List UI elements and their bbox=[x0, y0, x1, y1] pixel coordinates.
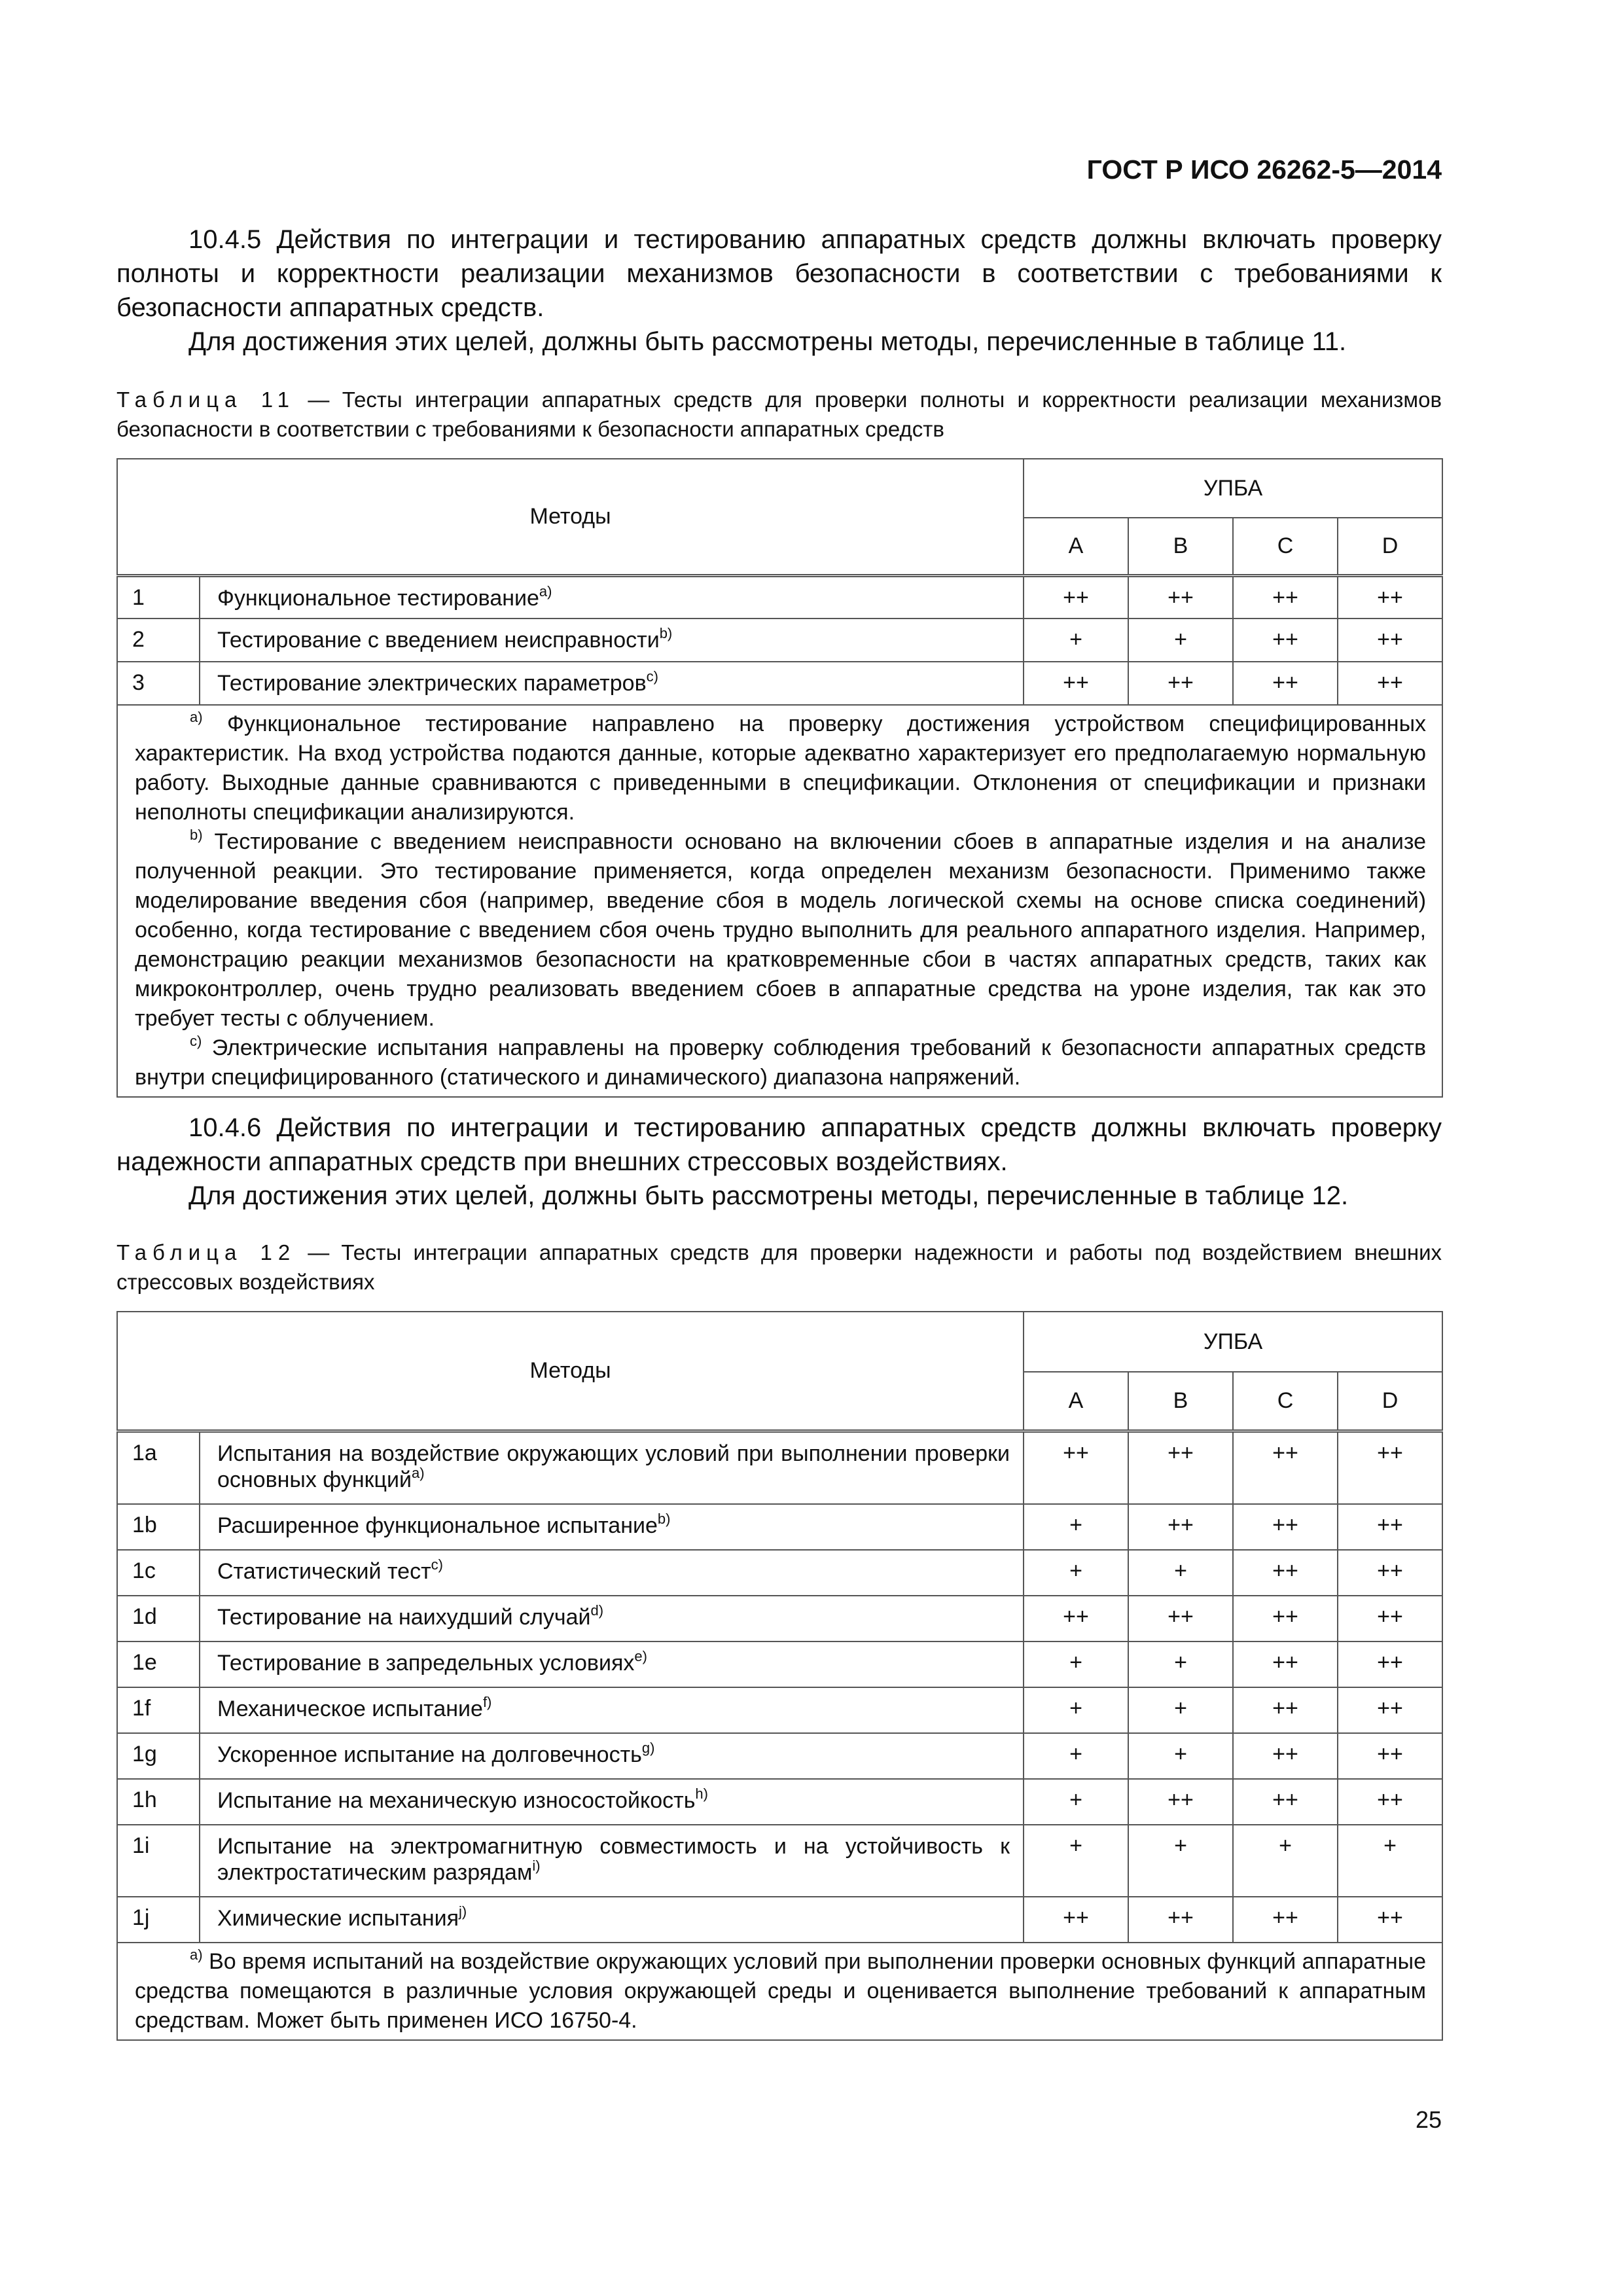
row-id: 1d bbox=[117, 1596, 200, 1641]
document-code: ГОСТ Р ИСО 26262-5—2014 bbox=[1086, 154, 1442, 185]
row-id: 1 bbox=[117, 575, 200, 619]
table-row bbox=[117, 575, 1442, 619]
row-asil-c: ++ bbox=[1233, 1504, 1338, 1550]
row-asil-c: ++ bbox=[1233, 1431, 1338, 1504]
row-method: Химические испытания$^{j)}$ bbox=[200, 1897, 1024, 1943]
footnote: $^{a)}$ Во время испытаний на воздействие окружающих условий при выполнении проверки основных функций аппаратные средства помещаются в различные условия окружающей среды и оценивается выполнение требований к аппаратным средствам. Может быть применен ИСО 16750-4. bbox=[135, 1946, 1427, 2033]
row-id: 1c bbox=[117, 1550, 200, 1596]
table12-caption bbox=[116, 1238, 1442, 1297]
footnote-ref: c) bbox=[646, 668, 658, 685]
row-asil-d: ++ bbox=[1338, 1431, 1442, 1504]
row-id: 1e bbox=[117, 1641, 200, 1687]
table-row bbox=[117, 1897, 1442, 1943]
row-asil-a: + bbox=[1024, 1733, 1128, 1779]
row-id: 1a bbox=[117, 1431, 200, 1504]
row-asil-a: ++ bbox=[1024, 662, 1128, 705]
row-asil-b: + bbox=[1128, 1733, 1233, 1779]
footnote: $^{a)}$ Функциональное тестирование направлено на проверку достижения устройством специфицированных характеристик. На вход устройства подаются данные, которые адекватно характеризует его предполагаемую нормальную работу. Выходные данные сравниваются с приведенными в спецификации. Отклонения от спецификации и признаки неполноты спецификации анализируются. bbox=[135, 709, 1427, 825]
table11-asil-c: C bbox=[1233, 518, 1338, 575]
row-asil-a: ++ bbox=[1024, 575, 1128, 619]
row-asil-c: ++ bbox=[1233, 575, 1338, 619]
row-asil-b: ++ bbox=[1128, 1779, 1233, 1825]
table11-caption-text: — Тесты интеграции аппаратных средств для проверки полноты и корректности реализации механизмов безопасности в соответствии с требованиями к безопасности аппаратных средств bbox=[116, 387, 1442, 441]
table11-asil-b: B bbox=[1128, 518, 1233, 575]
row-method: Испытание на механическую износостойкость$^{h)}$ bbox=[200, 1779, 1024, 1825]
table12-asil-b: B bbox=[1128, 1372, 1233, 1431]
footnote: $^{b)}$ Тестирование с введением неисправности основано на включении сбоев в аппаратные изделия и на анализе полученной реакции. Это тестирование применяется, когда определен механизм безопасности. Применимо также моделирование введения сбоя (например, введение сбоя в модель логической схемы на основе списка соединений) особенно, когда тестирование с введением сбоя очень трудно выполнить для реального аппаратного изделия. Например, демонстрацию реакции механизмов безопасности на кратковременные сбои в частях аппаратных средств, таких как микроконтроллер, очень трудно реализовать введением сбоев в аппаратные средства на уроне изделия, так как это требует тесты с облучением. bbox=[135, 827, 1427, 1031]
row-asil-d: + bbox=[1338, 1825, 1442, 1897]
row-asil-d: ++ bbox=[1338, 1596, 1442, 1641]
footnote-ref: d) bbox=[590, 1602, 604, 1619]
row-asil-c: ++ bbox=[1233, 619, 1338, 662]
row-method: Тестирование в запредельных условиях$^{e)}$ bbox=[200, 1641, 1024, 1687]
row-asil-c: ++ bbox=[1233, 1641, 1338, 1687]
row-method: Испытание на электромагнитную совместимость и на устойчивость к электростатическим разрядам$^{i)}$ bbox=[200, 1825, 1024, 1897]
page-number: 25 bbox=[1415, 2106, 1442, 2133]
section-10-4-5-methods: Для достижения этих целей, должны быть рассмотрены методы, перечисленные в таблице 11. bbox=[188, 327, 1347, 356]
row-asil-b: ++ bbox=[1128, 1431, 1233, 1504]
footnote-ref: e) bbox=[634, 1648, 647, 1664]
row-method: Тестирование на наихудший случай$^{d)}$ bbox=[200, 1596, 1024, 1641]
table-row bbox=[117, 1779, 1442, 1825]
table11 bbox=[116, 458, 1443, 1098]
table11-asil-a: A bbox=[1024, 518, 1128, 575]
table-row bbox=[117, 1825, 1442, 1897]
row-id: 1f bbox=[117, 1687, 200, 1733]
footnote-ref: a) bbox=[412, 1464, 425, 1481]
row-method: Функциональное тестирование$^{a)}$ bbox=[200, 575, 1024, 619]
footnote-ref: b) bbox=[657, 1511, 671, 1527]
table11-asil-d: D bbox=[1338, 518, 1442, 575]
row-asil-a: + bbox=[1024, 1825, 1128, 1897]
table-row bbox=[117, 1431, 1442, 1504]
table-row bbox=[117, 1687, 1442, 1733]
row-asil-c: ++ bbox=[1233, 1550, 1338, 1596]
row-asil-c: ++ bbox=[1233, 1779, 1338, 1825]
table12-asil-a: A bbox=[1024, 1372, 1128, 1431]
row-asil-d: ++ bbox=[1338, 1779, 1442, 1825]
page-content bbox=[116, 223, 1442, 2041]
table12-asil-d: D bbox=[1338, 1372, 1442, 1431]
row-asil-d: ++ bbox=[1338, 1641, 1442, 1687]
row-asil-a: + bbox=[1024, 619, 1128, 662]
table12-asil-c: C bbox=[1233, 1372, 1338, 1431]
footnote: $^{c)}$ Электрические испытания направлены на проверку соблюдения требований к безопасности аппаратных средств внутри специфицированного (статического и динамического) диапазона напряжений. bbox=[135, 1033, 1427, 1090]
row-id: 1h bbox=[117, 1779, 200, 1825]
row-method: Тестирование электрических параметров$^{c)}$ bbox=[200, 662, 1024, 705]
row-asil-c: ++ bbox=[1233, 1897, 1338, 1943]
table12-caption-label: Таблица 12 bbox=[116, 1240, 296, 1265]
table-row bbox=[117, 1641, 1442, 1687]
row-asil-b: + bbox=[1128, 1550, 1233, 1596]
row-id: 3 bbox=[117, 662, 200, 705]
footnote-ref: h) bbox=[695, 1785, 708, 1802]
table11-caption bbox=[116, 385, 1442, 444]
row-method: Тестирование с введением неисправности$^{b)}$ bbox=[200, 619, 1024, 662]
row-asil-d: ++ bbox=[1338, 619, 1442, 662]
table-row bbox=[117, 1550, 1442, 1596]
table11-footnotes bbox=[117, 705, 1442, 1097]
row-asil-b: ++ bbox=[1128, 1897, 1233, 1943]
row-asil-a: + bbox=[1024, 1504, 1128, 1550]
row-asil-d: ++ bbox=[1338, 1550, 1442, 1596]
row-asil-b: ++ bbox=[1128, 575, 1233, 619]
row-asil-d: ++ bbox=[1338, 575, 1442, 619]
row-asil-b: + bbox=[1128, 1641, 1233, 1687]
table-row bbox=[117, 619, 1442, 662]
row-asil-c: ++ bbox=[1233, 1733, 1338, 1779]
row-asil-d: ++ bbox=[1338, 1897, 1442, 1943]
section-10-4-6-methods: Для достижения этих целей, должны быть рассмотрены методы, перечисленные в таблице 12. bbox=[188, 1181, 1349, 1210]
row-asil-c: ++ bbox=[1233, 1687, 1338, 1733]
row-asil-b: + bbox=[1128, 1687, 1233, 1733]
footnote-ref: i) bbox=[532, 1857, 541, 1874]
footnote-ref: c) bbox=[431, 1556, 443, 1573]
footnote-ref: a) bbox=[539, 583, 552, 600]
row-asil-b: + bbox=[1128, 1825, 1233, 1897]
row-asil-a: + bbox=[1024, 1687, 1128, 1733]
row-asil-a: + bbox=[1024, 1779, 1128, 1825]
footnote-ref: j) bbox=[459, 1903, 467, 1920]
row-asil-d: ++ bbox=[1338, 662, 1442, 705]
footnote-ref: g) bbox=[641, 1740, 655, 1756]
row-asil-b: ++ bbox=[1128, 662, 1233, 705]
row-method: Статистический тест$^{c)}$ bbox=[200, 1550, 1024, 1596]
row-asil-c: ++ bbox=[1233, 662, 1338, 705]
footnote-ref: f) bbox=[482, 1694, 492, 1710]
table11-header-asil: УПБА bbox=[1024, 459, 1442, 518]
row-asil-a: + bbox=[1024, 1550, 1128, 1596]
table12-header-asil: УПБА bbox=[1024, 1312, 1442, 1372]
row-method: Испытания на воздействие окружающих условий при выполнении проверки основных функций$^{a)}$ bbox=[200, 1431, 1024, 1504]
row-method: Расширенное функциональное испытание$^{b)}$ bbox=[200, 1504, 1024, 1550]
table12-footnotes bbox=[117, 1943, 1442, 2040]
row-asil-b: + bbox=[1128, 619, 1233, 662]
row-id: 1b bbox=[117, 1504, 200, 1550]
row-method: Ускоренное испытание на долговечность$^{g)}$ bbox=[200, 1733, 1024, 1779]
table12 bbox=[116, 1311, 1443, 2041]
table12-caption-text: — Тесты интеграции аппаратных средств для проверки надежности и работы под воздействием внешних стрессовых воздействиях bbox=[116, 1240, 1442, 1294]
row-asil-a: ++ bbox=[1024, 1431, 1128, 1504]
row-asil-b: ++ bbox=[1128, 1596, 1233, 1641]
section-10-4-6: 10.4.6 Действия по интеграции и тестированию аппаратных средств должны включать проверку надежности аппаратных средств при внешних стрессовых воздействиях. bbox=[116, 1113, 1442, 1176]
section-10-4-5: 10.4.5 Действия по интеграции и тестированию аппаратных средств должны включать проверку полноты и корректности реализации механизмов безопасности в соответствии с требованиями к безопасности аппаратных средств. bbox=[116, 225, 1442, 322]
row-asil-d: ++ bbox=[1338, 1733, 1442, 1779]
table11-header-methods: Методы bbox=[117, 459, 1024, 575]
row-asil-a: + bbox=[1024, 1641, 1128, 1687]
row-asil-c: ++ bbox=[1233, 1596, 1338, 1641]
row-id: 2 bbox=[117, 619, 200, 662]
row-id: 1g bbox=[117, 1733, 200, 1779]
row-method: Механическое испытание$^{f)}$ bbox=[200, 1687, 1024, 1733]
row-asil-b: ++ bbox=[1128, 1504, 1233, 1550]
table12-header-methods: Методы bbox=[117, 1312, 1024, 1431]
row-asil-c: + bbox=[1233, 1825, 1338, 1897]
row-id: 1i bbox=[117, 1825, 200, 1897]
row-asil-d: ++ bbox=[1338, 1504, 1442, 1550]
row-id: 1j bbox=[117, 1897, 200, 1943]
table-row bbox=[117, 1504, 1442, 1550]
table-row bbox=[117, 1733, 1442, 1779]
row-asil-a: ++ bbox=[1024, 1596, 1128, 1641]
table-row bbox=[117, 662, 1442, 705]
table11-caption-label: Таблица 11 bbox=[116, 387, 296, 412]
table-row bbox=[117, 1596, 1442, 1641]
row-asil-a: ++ bbox=[1024, 1897, 1128, 1943]
footnote-ref: b) bbox=[659, 625, 673, 641]
row-asil-d: ++ bbox=[1338, 1687, 1442, 1733]
